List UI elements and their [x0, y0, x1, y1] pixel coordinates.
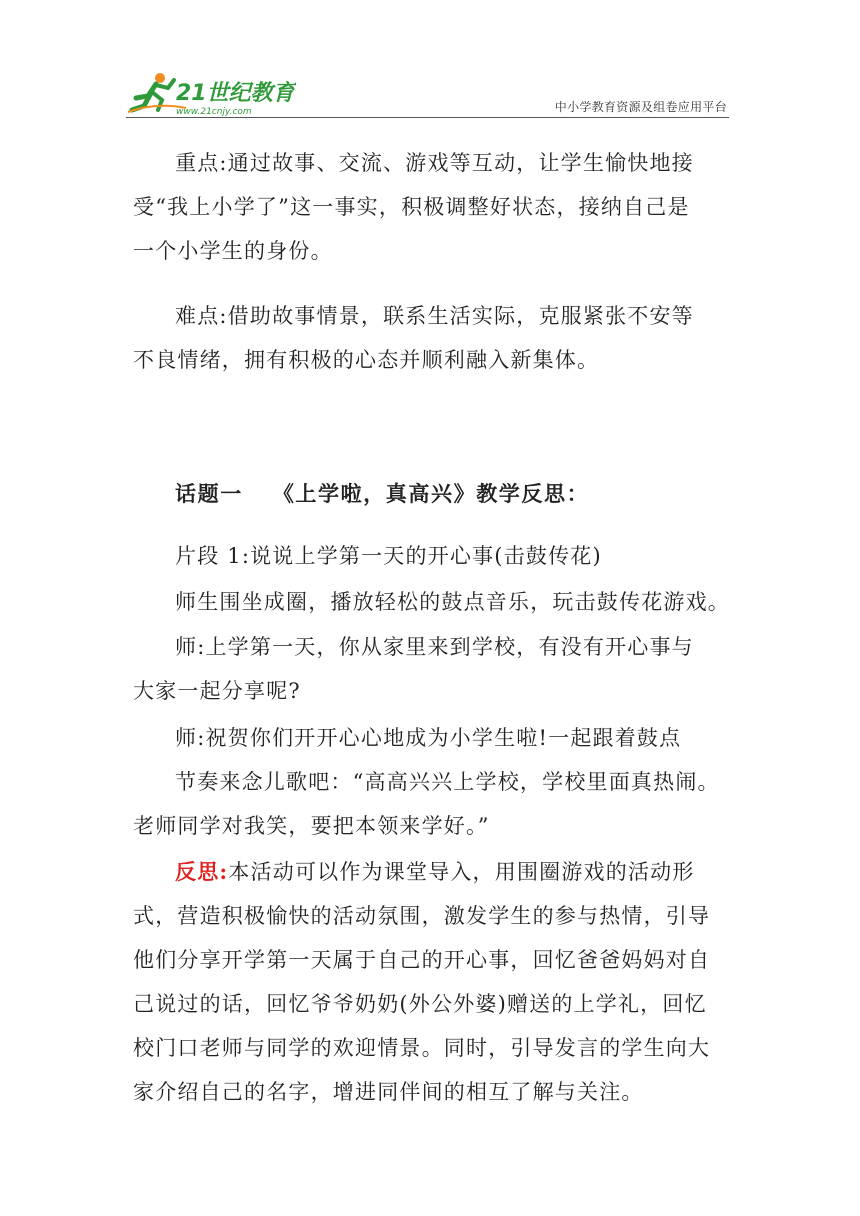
difficulty-line-2: 不良情绪，拥有积极的心态并顺利融入新集体。	[133, 348, 600, 372]
reflection-line-2: 式，营造积极愉快的活动氛围，激发学生的参与热情，引导	[133, 904, 711, 928]
teacher-question-2-end: 老师同学对我笑，要把本领来学好。”	[133, 814, 490, 838]
reflection-label: 反思:	[175, 859, 229, 884]
teacher-question-1-cont: 大家一起分享呢?	[133, 679, 301, 703]
reflection-text-1: 本活动可以作为课堂导入，用围圈游戏的活动形	[228, 860, 695, 884]
topic-heading	[133, 472, 733, 516]
key-point-line-2: 受“我上小学了”这一事实，积极调整好状态，接纳自己是	[133, 195, 690, 219]
reflection-line-5: 校门口老师与同学的欢迎情景。同时，引导发言的学生向大	[133, 1036, 711, 1060]
key-point-line-1: 重点:通过故事、交流、游戏等互动，让学生愉快地接	[175, 151, 694, 175]
teacher-question-1: 师:上学第一天，你从家里来到学校，有没有开心事与	[175, 635, 694, 659]
key-point-line-3: 一个小学生的身份。	[133, 239, 333, 263]
logo-text: 21世纪教育	[176, 81, 295, 106]
logo-url: www.21cnjy.com	[176, 107, 252, 116]
page-header	[126, 60, 729, 118]
header-divider	[126, 117, 729, 118]
topic-label: 话题一	[175, 481, 243, 506]
reflection-line-6: 家介绍自己的名字，增进同伴间的相互了解与关注。	[133, 1080, 644, 1104]
teacher-question-2: 师:祝贺你们开开心心地成为小学生啦!一起跟着鼓点	[175, 726, 682, 750]
reflection-line-1	[133, 850, 733, 894]
topic-title: 《上学啦，真高兴》教学反思：	[272, 481, 590, 506]
platform-tagline: 中小学教育资源及组卷应用平台	[554, 100, 727, 114]
reflection-line-4: 己说过的话，回忆爷爷奶奶(外公外婆)赠送的上学礼，回忆	[133, 992, 707, 1016]
fragment-title: 片段 1:说说上学第一天的开心事(击鼓传花)	[175, 544, 602, 568]
teacher-question-2-cont: 节奏来念儿歌吧：“高高兴兴上学校，学校里面真热闹。	[175, 770, 720, 794]
difficulty-line-1: 难点:借助故事情景，联系生活实际，克服紧张不安等	[175, 304, 694, 328]
site-logo	[126, 66, 296, 116]
reflection-line-3: 他们分享开学第一天属于自己的开心事，回忆爸爸妈妈对自	[133, 948, 711, 972]
fragment-line: 师生围坐成圈，播放轻松的鼓点音乐，玩击鼓传花游戏。	[175, 590, 730, 614]
